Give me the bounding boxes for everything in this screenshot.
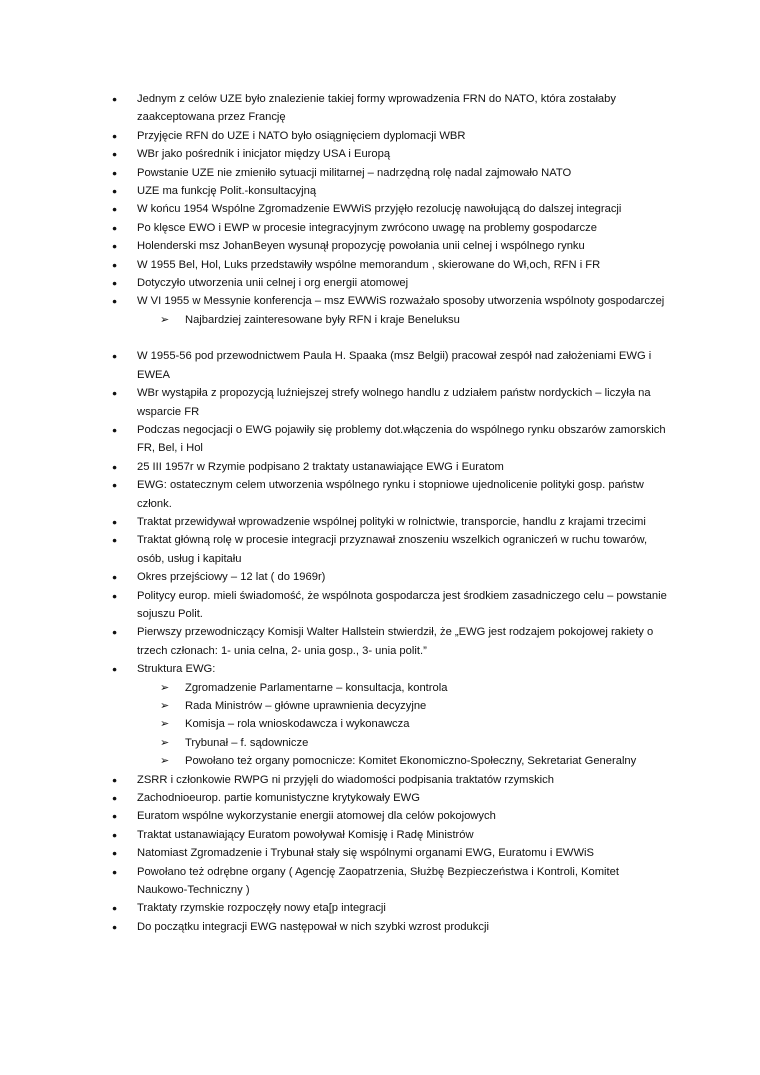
structure-sublist [137, 679, 672, 771]
list-item: ● Euratom wspólne wykorzystanie energii atomowej dla celów pokojowych [112, 807, 672, 825]
list-item: ● Zachodnioeurop. partie komunistyczne krytykowały EWG [112, 789, 672, 807]
list-item: ● Pierwszy przewodniczący Komisji Walter Hallstein stwierdził, że „EWG jest rodzajem pokojowej rakiety o trzech członach: 1- unia celna, 2- unia gosp., 3- unia polit.” [112, 623, 672, 660]
list-item: ● Traktat główną rolę w procesie integracji przyznawał znoszeniu wszelkich ograniczeń w ruchu towarów, osób, usług i kapitału [112, 531, 672, 568]
list-item: ● Holenderski msz JohanBeyen wysunął propozycję powołania unii celnej i wspólnego rynku [112, 237, 672, 255]
list-item: ● Jednym z celów UZE było znalezienie takiej formy wprowadzenia FRN do NATO, która zostałaby zaakceptowana przez Francję [112, 90, 672, 127]
sub-list-item: ➢ Zgromadzenie Parlamentarne – konsultacja, kontrola [160, 679, 672, 697]
sub-list-item: ➢ Rada Ministrów – główne uprawnienia decyzyjne [160, 697, 672, 715]
list-item: ● Przyjęcie RFN do UZE i NATO było osiągnięciem dyplomacji WBR [112, 127, 672, 145]
list-item: ● Powstanie UZE nie zmieniło sytuacji militarnej – nadrzędną rolę nadal zajmowało NATO [112, 164, 672, 182]
list-item-structure [112, 660, 672, 770]
list-item: ● 25 III 1957r w Rzymie podpisano 2 traktaty ustanawiające EWG i Euratom [112, 458, 672, 476]
list-item: ● WBr jako pośrednik i inicjator między USA i Europą [112, 145, 672, 163]
list-item: ● EWG: ostatecznym celem utworzenia wspólnego rynku i stopniowe ujednolicenie polityki gosp. państw członk. [112, 476, 672, 513]
list-item: ● Po klęsce EWO i EWP w procesie integracyjnym zwrócono uwagę na problemy gospodarcze [112, 219, 672, 237]
list-item: ● Okres przejściowy – 12 lat ( do 1969r) [112, 568, 672, 586]
list-item-text: W VI 1955 w Messynie konferencja – msz EWWiS rozważało sposoby utworzenia wspólnoty gospodarczej [137, 295, 665, 308]
list-item: ● W 1955-56 pod przewodnictwem Paula H. Spaaka (msz Belgii) pracował zespół nad założeniami EWG i EWEA [112, 347, 672, 384]
sub-list-item: ➢ Najbardziej zainteresowane były RFN i kraje Beneluksu [160, 311, 672, 329]
list-item: ● Natomiast Zgromadzenie i Trybunał stały się wspólnymi organami EWG, Euratomu i EWWiS [112, 844, 672, 862]
list-item: ● UZE ma funkcję Polit.-konsultacyjną [112, 182, 672, 200]
list-item: ● Politycy europ. mieli świadomość, że wspólnota gospodarcza jest środkiem zasadniczego celu – powstanie sojuszu Polit. [112, 587, 672, 624]
sub-list-item: ➢ Trybunał – f. sądownicze [160, 734, 672, 752]
list-item: ● Traktaty rzymskie rozpoczęły nowy eta[p integracji [112, 899, 672, 917]
sub-list-item: ➢ Powołano też organy pomocnicze: Komitet Ekonomiczno-Społeczny, Sekretariat Generalny [160, 752, 672, 770]
list-item: ● ZSRR i członkowie RWPG ni przyjęli do wiadomości podpisania traktatów rzymskich [112, 771, 672, 789]
notes-list [112, 90, 672, 936]
list-item: ● Traktat ustanawiający Euratom powoływał Komisję i Radę Ministrów [112, 826, 672, 844]
sub-list-item: ➢ Komisja – rola wnioskodawcza i wykonawcza [160, 715, 672, 733]
list-item: ● WBr wystąpiła z propozycją luźniejszej strefy wolnego handlu z udziałem państw nordyckich – liczyła na wsparcie FR [112, 384, 672, 421]
messina-sublist [137, 311, 672, 329]
list-item: ● Podczas negocjacji o EWG pojawiły się problemy dot.włączenia do wspólnego rynku obszarów zamorskich FR, Bel, i Hol [112, 421, 672, 458]
list-item: ● Traktat przewidywał wprowadzenie wspólnej polityki w rolnictwie, transporcie, handlu z krajami trzecimi [112, 513, 672, 531]
list-item-text: Struktura EWG: [137, 663, 216, 676]
list-item: ● Do początku integracji EWG następował w nich szybki wzrost produkcji [112, 918, 672, 936]
list-item-messina [112, 292, 672, 329]
list-item: ● W 1955 Bel, Hol, Luks przedstawiły wspólne memorandum , skierowane do Wł,och, RFN i FR [112, 256, 672, 274]
list-item: ● Powołano też odrębne organy ( Agencję Zaopatrzenia, Służbę Bezpieczeństwa i Kontroli, Komitet Naukowo-Techniczny ) [112, 863, 672, 900]
list-item: ● W końcu 1954 Wspólne Zgromadzenie EWWiS przyjęło rezolucję nawołującą do dalszej integracji [112, 200, 672, 218]
list-item: ● Dotyczyło utworzenia unii celnej i org energii atomowej [112, 274, 672, 292]
